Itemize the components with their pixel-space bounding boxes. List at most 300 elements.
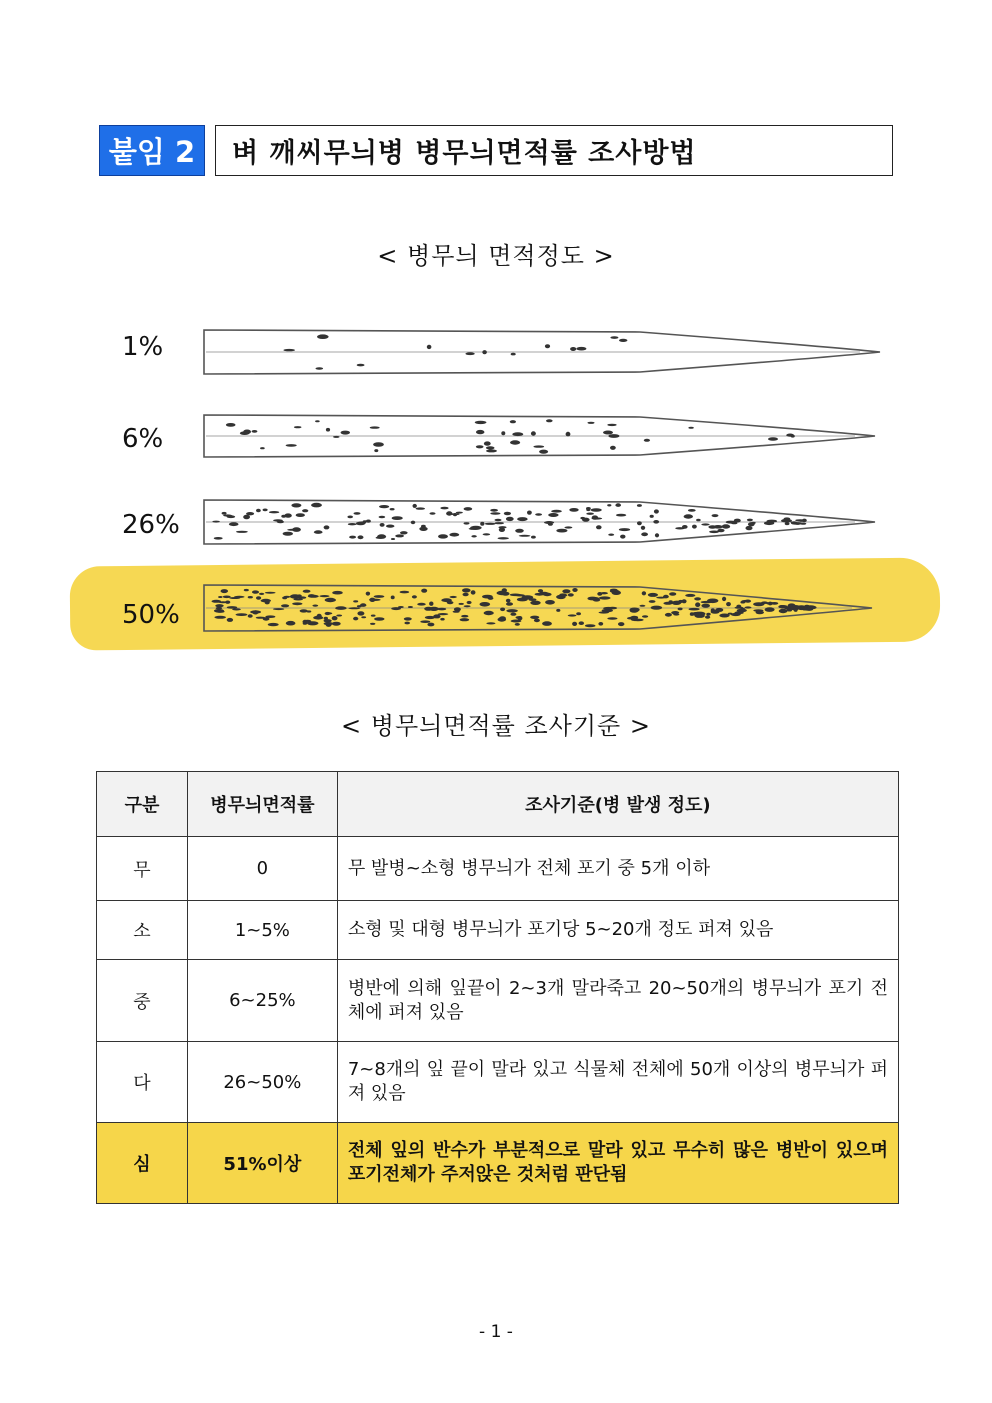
lesion-spot [495, 522, 504, 524]
cell-rate: 1~5% [187, 901, 337, 960]
lesion-spot [354, 512, 361, 515]
lesion-spot [429, 602, 433, 606]
lesion-spot [515, 529, 524, 533]
lesion-spot [252, 610, 258, 614]
lesion-spot [335, 606, 347, 610]
lesion-spot [222, 512, 227, 515]
cell-rate: 51%이상 [187, 1123, 337, 1204]
lesion-spot [390, 508, 395, 510]
lesion-spot [221, 589, 228, 593]
lesion-spot [654, 509, 659, 513]
lesion-spot [510, 613, 516, 616]
cell-criteria: 병반에 의해 잎끝이 2~3개 말라죽고 20~50개의 병무늬가 포기 전체에 퍼져 있음 [337, 960, 898, 1042]
lesion-spot [273, 608, 284, 610]
lesion-spot [246, 512, 254, 515]
lesion-spot [516, 616, 522, 619]
lesion-spot [440, 507, 448, 510]
lesion-spot [226, 423, 236, 427]
table-row [97, 1042, 899, 1123]
lesion-spot [404, 617, 412, 620]
lesion-spot [712, 514, 719, 517]
lesion-spot [535, 593, 545, 596]
lesion-spot [357, 611, 364, 615]
lesion-spot [648, 593, 658, 597]
lesion-spot [263, 509, 268, 512]
lesion-spot [533, 445, 544, 447]
lesion-spot [311, 503, 322, 508]
lesion-spot [748, 522, 755, 526]
lesion-spot [766, 602, 775, 605]
lesion-spot [740, 601, 745, 604]
lesion-spot [308, 595, 319, 598]
cell-rate: 0 [187, 837, 337, 901]
lesion-spot [678, 608, 683, 611]
lesion-spot [620, 535, 625, 539]
lesion-spot [485, 523, 496, 525]
leaf-label-6: 6% [122, 424, 164, 454]
lesion-spot [268, 623, 279, 626]
lesion-spot [341, 431, 350, 435]
lesion-spot [510, 420, 516, 423]
lesion-spot [482, 595, 493, 599]
lesion-spot [248, 596, 253, 598]
lesion-spot [642, 615, 648, 617]
lesion-spot [486, 622, 495, 624]
lesion-spot [501, 431, 505, 435]
lesion-spot [465, 352, 474, 355]
lesion-spot [715, 608, 723, 612]
lesion-spot [644, 439, 650, 442]
lesion-spot [348, 523, 357, 525]
lesion-spot [586, 513, 594, 515]
lesion-spot [663, 595, 669, 599]
lesion-spot [795, 606, 799, 608]
lesion-spot [569, 508, 578, 512]
lesion-spot [325, 598, 336, 602]
lesion-spot [236, 613, 248, 616]
table-row-highlighted [97, 1123, 899, 1204]
lesion-spot [535, 513, 542, 516]
lesion-spot [325, 612, 331, 615]
lesion-spot [765, 607, 775, 612]
lesion-spot [291, 503, 301, 507]
lesion-spot [369, 599, 381, 601]
lesion-spot [379, 505, 389, 508]
lesion-spot [556, 609, 560, 612]
lesion-spot [591, 508, 602, 511]
lesion-spot [283, 532, 293, 536]
lesion-spot [371, 615, 376, 617]
lesion-spot [576, 347, 586, 351]
cell-grade: 소 [97, 901, 188, 960]
lesion-spot [499, 616, 506, 620]
lesion-spot [216, 610, 225, 613]
lesion-spot [482, 350, 487, 354]
lesion-spot [227, 606, 238, 609]
lesion-spot [256, 617, 265, 619]
lesion-spot [696, 519, 701, 522]
lesion-spot [688, 509, 696, 512]
lesion-spot [599, 596, 611, 599]
lesion-spot [726, 521, 736, 524]
lesion-spot [539, 450, 548, 454]
lesion-spot [374, 595, 385, 598]
lesion-spot [333, 436, 340, 438]
lesion-spot [462, 588, 471, 592]
lesion-spot [464, 522, 470, 524]
lesion-spot [446, 511, 452, 515]
lesion-spot [373, 442, 384, 447]
lesion-spot [486, 449, 497, 452]
lesion-spot [608, 534, 614, 536]
table-heading: < 병무늬면적률 조사기준 > [341, 712, 651, 740]
lesion-spot [722, 524, 731, 528]
lesion-spot [484, 441, 491, 445]
lesion-spot [336, 615, 342, 617]
lesion-spot [433, 614, 440, 618]
lesion-spot [421, 589, 427, 593]
lesion-spot [767, 520, 778, 523]
lesion-spot [490, 509, 498, 512]
lesion-spot [286, 444, 297, 447]
lesion-spot [587, 422, 594, 424]
lesion-spot [374, 617, 384, 620]
table-row [97, 837, 899, 901]
lesion-spot [227, 515, 236, 518]
lesion-spot [357, 605, 362, 607]
lesion-spot [531, 536, 536, 539]
lesion-spot [530, 616, 539, 619]
lesion-spot [438, 613, 449, 615]
lesion-spot [531, 431, 536, 435]
lesion-spot [282, 597, 287, 600]
lesion-spot [332, 616, 338, 620]
lesion-spot [669, 592, 676, 595]
lesion-spot [269, 511, 279, 513]
header-grade: 구분 [97, 772, 188, 837]
lesion-spot [316, 367, 324, 370]
lesion-spot [511, 620, 522, 623]
lesion-spot [324, 525, 330, 529]
lesion-spot [449, 533, 459, 537]
lesion-spot [713, 525, 722, 529]
lesion-spot [705, 616, 710, 619]
lesion-spot [610, 336, 618, 339]
lesion-spot [404, 622, 410, 625]
leaf-diagram [0, 0, 992, 700]
lesion-spot [692, 525, 697, 529]
lesion-spot [416, 507, 425, 509]
lesion-spot [599, 611, 610, 613]
lesion-spot [551, 510, 562, 513]
lesion-spot [317, 614, 322, 618]
lesion-spot [302, 509, 308, 512]
leaf-label-50: 50% [122, 600, 180, 630]
table-row [97, 960, 899, 1042]
lesion-spot [512, 432, 523, 436]
cell-grade: 중 [97, 960, 188, 1042]
lesion-spot [212, 521, 220, 523]
lesion-spot [471, 590, 476, 594]
diagram-heading: < 병무늬 면적정도 > [377, 242, 615, 270]
lesion-spot [256, 509, 261, 513]
lesion-spot [315, 420, 320, 422]
leaf-6-percent [204, 415, 875, 457]
lesion-spot [234, 596, 245, 598]
lesion-spot [441, 598, 452, 602]
lesion-spot [212, 600, 222, 603]
lesion-spot [695, 602, 700, 607]
lesion-spot [651, 606, 663, 610]
lesion-spot [347, 516, 353, 519]
lesion-spot [236, 531, 248, 533]
lesion-spot [779, 605, 785, 608]
lesion-spot [800, 523, 806, 525]
lesion-spot [380, 523, 385, 527]
lesion-spot [607, 504, 611, 506]
lesion-spot [639, 605, 645, 607]
lesion-spot [684, 514, 693, 518]
lesion-spot [475, 421, 487, 424]
lesion-spot [411, 521, 416, 525]
lesion-spot [400, 591, 410, 594]
lesion-spot [791, 435, 795, 438]
lesion-spot [486, 446, 495, 449]
lesion-spot [353, 600, 358, 602]
lesion-spot [356, 522, 365, 525]
lesion-spot [546, 419, 553, 422]
lesion-spot [303, 590, 311, 593]
lesion-spot [534, 619, 540, 623]
lesion-spot [542, 621, 552, 626]
lesion-spot [214, 616, 226, 619]
lesion-spot [649, 600, 656, 603]
lesion-spot [701, 523, 709, 525]
lesion-spot [506, 599, 511, 603]
lesion-spot [637, 504, 642, 507]
lesion-spot [701, 604, 710, 608]
lesion-spot [480, 522, 484, 526]
lesion-spot [556, 529, 567, 533]
lesion-spot [300, 609, 308, 612]
lesion-spot [215, 604, 223, 607]
cell-grade: 무 [97, 837, 188, 901]
lesion-spot [216, 607, 222, 610]
lesion-spot [637, 521, 642, 525]
lesion-spot [497, 591, 508, 595]
lesion-spot [618, 622, 624, 626]
lesion-spot [745, 600, 751, 603]
lesion-spot [706, 613, 710, 616]
lesion-spot [312, 605, 318, 607]
lesion-spot [603, 431, 613, 435]
lesion-spot [746, 526, 753, 530]
lesion-spot [726, 602, 731, 606]
lesion-spot [317, 334, 329, 339]
lesion-spot [464, 507, 473, 511]
lesion-spot [694, 597, 701, 600]
lesion-spot [717, 529, 724, 532]
cell-rate: 6~25% [187, 960, 337, 1042]
lesion-spot [427, 623, 434, 627]
lesion-spot [243, 430, 251, 435]
lesion-spot [673, 614, 679, 616]
lesion-spot [707, 599, 718, 604]
lesion-spot [427, 345, 432, 349]
lesion-spot [292, 527, 301, 532]
lesion-spot [292, 602, 302, 605]
lesion-spot [572, 622, 577, 626]
lesion-spot [608, 434, 619, 438]
lesion-spot [307, 610, 312, 612]
lesion-spot [252, 430, 258, 433]
lesion-spot [768, 437, 778, 441]
lesion-spot [607, 617, 617, 619]
lesion-spot [326, 428, 330, 432]
lesion-spot [303, 622, 307, 625]
lesion-spot [265, 592, 276, 594]
lesion-spot [471, 535, 476, 537]
lesion-spot [259, 593, 264, 595]
lesion-spot [412, 595, 417, 598]
lesion-spot [610, 446, 616, 450]
lesion-spot [745, 606, 752, 608]
lesion-spot [585, 624, 596, 627]
lesion-spot [495, 519, 502, 521]
lesion-spot [370, 426, 380, 428]
lesion-spot [522, 595, 534, 599]
lesion-spot [395, 534, 404, 537]
lesion-spot [572, 588, 577, 592]
lesion-spot [589, 597, 599, 600]
page-number: - 1 - [479, 1322, 513, 1342]
lesion-spot [600, 592, 608, 594]
lesion-spot [568, 593, 574, 596]
lesion-spot [324, 622, 334, 625]
lesion-spot [376, 537, 384, 539]
header-rate: 병무늬면적률 [187, 772, 337, 837]
lesion-spot [391, 596, 395, 600]
lesion-spot [722, 597, 726, 601]
lesion-spot [615, 503, 621, 507]
lesion-spot [358, 535, 364, 539]
lesion-spot [476, 445, 484, 448]
lesion-spot [490, 512, 500, 515]
lesion-spot [564, 526, 572, 528]
lesion-spot [669, 600, 673, 603]
lesion-spot [467, 601, 472, 604]
lesion-spot [429, 607, 439, 611]
lesion-spot [370, 623, 375, 625]
criteria-table [96, 771, 899, 1204]
lesion-spot [653, 520, 659, 524]
lesion-spot [627, 617, 638, 620]
lesion-spot [688, 427, 693, 429]
lesion-spot [483, 533, 491, 535]
lesion-spot [450, 596, 457, 598]
lesion-spot [665, 613, 672, 617]
lesion-spot [598, 622, 603, 626]
lesion-spot [484, 611, 494, 615]
lesion-spot [586, 509, 590, 512]
lesion-spot [319, 595, 329, 597]
lesion-spot [261, 599, 271, 603]
cell-criteria: 소형 및 대형 병무늬가 포기당 5~20개 정도 퍼져 있음 [337, 901, 898, 960]
lesion-spot [361, 616, 366, 618]
lesion-spot [417, 603, 426, 606]
cell-grade: 다 [97, 1042, 188, 1123]
lesion-spot [307, 621, 319, 625]
leaf-label-26: 26% [122, 510, 180, 540]
lesion-spot [252, 590, 259, 593]
header-criteria: 조사기준(병 발생 정도) [337, 772, 898, 837]
lesion-spot [616, 514, 626, 517]
lesion-spot [419, 527, 427, 531]
lesion-spot [400, 531, 408, 534]
lesion-spot [506, 602, 513, 606]
lesion-spot [498, 526, 506, 528]
leaf-label-1: 1% [122, 332, 164, 362]
lesion-spot [348, 607, 360, 609]
lesion-spot [480, 602, 491, 607]
lesion-spot [464, 605, 471, 607]
lesion-spot [353, 617, 358, 621]
attachment-badge: 붙임 2 [99, 125, 205, 176]
lesion-spot [218, 596, 222, 598]
lesion-spot [527, 510, 532, 514]
lesion-spot [461, 615, 468, 618]
lesion-spot [463, 593, 469, 596]
lesion-spot [517, 517, 527, 521]
lesion-spot [607, 424, 616, 426]
lesion-spot [469, 528, 479, 530]
lesion-spot [545, 600, 555, 605]
table-header-row [97, 772, 899, 837]
lesion-spot [504, 512, 511, 515]
lesion-spot [453, 611, 460, 613]
lesion-spot [795, 523, 801, 525]
lesion-spot [391, 538, 395, 540]
lesion-spot [357, 364, 365, 367]
lesion-spot [286, 621, 296, 626]
lesion-spot [366, 592, 370, 596]
lesion-spot [260, 447, 265, 449]
cell-criteria: 전체 잎의 반수가 부분적으로 말라 있고 무수히 많은 병반이 있으며 포기전체가 주저앉은 것처럼 판단됨 [337, 1123, 898, 1204]
lesion-spot [281, 604, 289, 607]
lesion-spot [737, 609, 747, 612]
lesion-spot [785, 522, 790, 525]
lesion-spot [413, 504, 417, 508]
lesion-spot [392, 516, 403, 520]
lesion-spot [559, 593, 566, 596]
lesion-spot [459, 603, 464, 605]
lesion-spot [515, 623, 520, 626]
lesion-spot [576, 612, 581, 615]
lesion-spot [273, 519, 283, 521]
lesion-spot [582, 518, 590, 522]
lesion-spot [379, 516, 386, 518]
lesion-spot [566, 432, 571, 437]
cell-criteria: 7~8개의 잎 끝이 말라 있고 식물체 전체에 50개 이상의 병무늬가 퍼져 있음 [337, 1042, 898, 1123]
lesion-spot [591, 517, 602, 519]
lesion-spot [420, 620, 430, 623]
lesion-spot [608, 607, 617, 610]
lesion-spot [519, 535, 531, 537]
lesion-spot [510, 440, 520, 444]
lesion-spot [244, 589, 249, 591]
leaf-1-percent [204, 330, 880, 374]
lesion-spot [803, 607, 813, 610]
